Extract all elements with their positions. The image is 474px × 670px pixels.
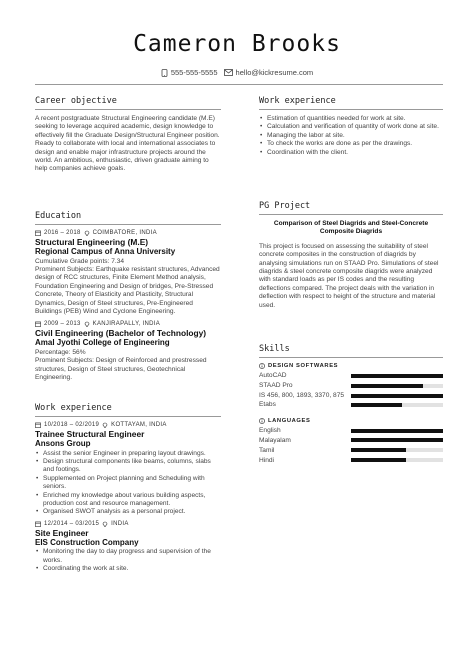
skill-level-fill (351, 384, 423, 388)
skill-row (259, 371, 443, 381)
project-heading: Comparison of Steel Diagrids and Steel-Concrete Composite Diagrids (273, 220, 429, 236)
skill-name: IS 456, 800, 1893, 3370, 875 (259, 391, 345, 399)
bullet-item: • Assist the senior Engineer in preparing layout drawings. (35, 450, 221, 458)
skill-level-fill (351, 374, 443, 378)
bullet-item: • Supplemented on Project planning and Scheduling with seniors. (35, 475, 221, 492)
skill-level-bar (351, 384, 443, 388)
skill-row (259, 381, 443, 391)
company-name: Ansons Group (35, 439, 91, 448)
software-title: DESIGN SOFTWARES (268, 363, 339, 369)
language-name: Tamil (259, 446, 275, 454)
calendar-icon (35, 230, 41, 236)
education-section (35, 211, 221, 382)
language-level-bar (351, 448, 443, 452)
bullet-item: • Calculation and verification of quantity of work done at site. (259, 123, 443, 131)
work-bullets (259, 115, 443, 157)
entry-location: KOTTAYAM, INDIA (111, 422, 167, 428)
education-entry (35, 230, 221, 316)
languages-title: LANGUAGES (268, 417, 311, 424)
software-list (259, 371, 443, 410)
section-title-career: Career objective (35, 96, 221, 110)
bullet-item: • Estimation of quantities needed for work at site. (259, 115, 443, 123)
language-name: Malayalam (259, 436, 291, 444)
work-section-right (259, 96, 443, 157)
section-title-work-continued: Work experience (259, 96, 443, 110)
skill-level-bar (351, 394, 443, 398)
skill-name: STAAD Pro (259, 382, 293, 390)
work-entry (35, 521, 221, 574)
bullet-item: • To check the works are done as per the drawings. (259, 140, 443, 148)
language-level-fill (351, 448, 406, 452)
languages-list (259, 426, 443, 465)
location-pin-icon (84, 321, 90, 327)
section-title-work: Work experience (35, 403, 221, 417)
language-name: English (259, 427, 281, 435)
header-divider (35, 84, 443, 85)
bullet-item: • Managing the labor at site. (259, 132, 443, 140)
email-item (224, 68, 314, 77)
bullet-item: • Monitoring the day to day progress and supervision of the works. (35, 548, 221, 565)
bullet-item: • Coordinating the work at site. (35, 565, 221, 573)
section-title-project: PG Project (259, 201, 443, 215)
phone-item (161, 68, 218, 77)
project-section (259, 201, 443, 310)
entry-meta (35, 521, 221, 527)
phone-icon (161, 69, 168, 77)
project-text: This project is focused on assessing the suitability of steel concrete composites in the construction of diagrids by analysing simulations run on STAAD Pro. Simulations of steel diagrids & steel concrete composite diagrids were analyzed with standard loads as per IS codes and the resulting deflections compared. The project deals with the variation in deflection with respect to height of the structure and material used. (259, 242, 439, 309)
calendar-icon (35, 521, 41, 527)
entry-meta (35, 230, 221, 236)
career-text: A recent postgraduate Structural Engineering candidate (M.E) seeking to leverage acquired academic, design knowledge to effectively fill the Graduate Design/Structural Engineer position. Ready to collaborate with local and international associates to design and enable major infrastructure projects around the world. An ambitious, enthusiastic, driven graduate aiming to help companies achieve goals. (35, 115, 220, 173)
contact-bar (0, 68, 474, 77)
bullet-item: • Design structural components like beams, columns, slabs and footings. (35, 458, 221, 475)
bullet-item: • Organised SWOT analysis as a personal project. (35, 508, 221, 516)
phone-text[interactable]: 555-555-5555 (170, 68, 218, 77)
career-section (35, 96, 221, 174)
school-name: Regional Campus of Anna University (35, 247, 176, 256)
skill-level-bar (351, 374, 443, 378)
language-level-fill (351, 429, 443, 433)
language-level-bar (351, 438, 443, 442)
education-details: Percentage: 56% Prominent Subjects: Design of Reinforced and prestressed structures, Design of Steel structures, Geotechnical Engineering. (35, 348, 207, 382)
location-pin-icon (102, 422, 108, 428)
entry-location: KANJIRAPALLY, INDIA (92, 321, 161, 328)
candidate-name: Cameron Brooks (133, 31, 341, 57)
language-level-bar (351, 458, 443, 462)
section-title-skills: Skills (259, 344, 443, 358)
language-level-fill (351, 438, 443, 442)
skill-row (259, 391, 443, 400)
entry-location: COIMBATORE, INDIA (92, 230, 157, 236)
entry-dates: 12/2014 – 03/2015 (44, 520, 100, 527)
languages-heading (259, 418, 443, 424)
language-row (259, 455, 443, 465)
calendar-icon (35, 321, 41, 327)
entry-meta (35, 422, 221, 428)
info-icon (259, 418, 265, 424)
school-name: Amal Jyothi College of Engineering (35, 338, 170, 348)
calendar-icon (35, 422, 41, 428)
language-name: Hindi (259, 456, 275, 464)
entry-dates: 2009 – 2013 (44, 321, 81, 328)
work-bullets (35, 450, 221, 517)
job-role: Site Engineer (35, 527, 89, 538)
skills-section (259, 344, 443, 465)
software-heading (259, 363, 443, 369)
mail-icon (224, 69, 233, 76)
job-role: Trainee Structural Engineer (35, 429, 145, 439)
entry-location: INDIA (111, 520, 129, 527)
degree-title: Civil Engineering (Bachelor of Technology) (35, 328, 207, 339)
info-icon (259, 363, 265, 369)
entry-meta (35, 321, 221, 327)
skill-level-bar (351, 403, 443, 407)
degree-title: Structural Engineering (M.E) (35, 237, 149, 247)
education-details: Cumulative Grade points: 7.34 Prominent Subjects: Earthquake resistant structures, Advanced design of RCC structures, Finite Element Method analysis, Foundation Engineering and Design of bridges, Pre-Stressed Concrete, Theory of Elasticity and Plasticity, Structural Dynamics, Design of Steel structures, Pre-Engineered Buildings (PEB) Wind and Cyclone Engineering. (35, 257, 220, 315)
work-section-left (35, 403, 221, 573)
section-title-education: Education (35, 211, 221, 225)
entry-dates: 10/2018 – 02/2019 (44, 422, 100, 428)
location-pin-icon (102, 521, 108, 527)
skill-name: Etabs (259, 401, 276, 409)
language-level-fill (351, 458, 406, 462)
bullet-item: • Enriched my knowledge about various building aspects, production cost and resource management. (35, 492, 221, 509)
email-text[interactable]: hello@kickresume.com (235, 68, 314, 77)
bullet-item: • Coordination with the client. (259, 149, 443, 157)
company-name: EIS Construction Company (35, 537, 139, 547)
language-row (259, 445, 443, 455)
language-level-bar (351, 429, 443, 433)
language-row (259, 426, 443, 436)
education-entry (35, 321, 221, 382)
work-bullets (35, 548, 221, 573)
skill-level-fill (351, 394, 443, 398)
language-row (259, 436, 443, 446)
skill-name: AutoCAD (259, 372, 287, 380)
skill-level-fill (351, 403, 402, 407)
location-pin-icon (84, 230, 90, 236)
skill-row (259, 400, 443, 410)
work-entry (35, 422, 221, 517)
entry-dates: 2016 – 2018 (44, 230, 81, 236)
